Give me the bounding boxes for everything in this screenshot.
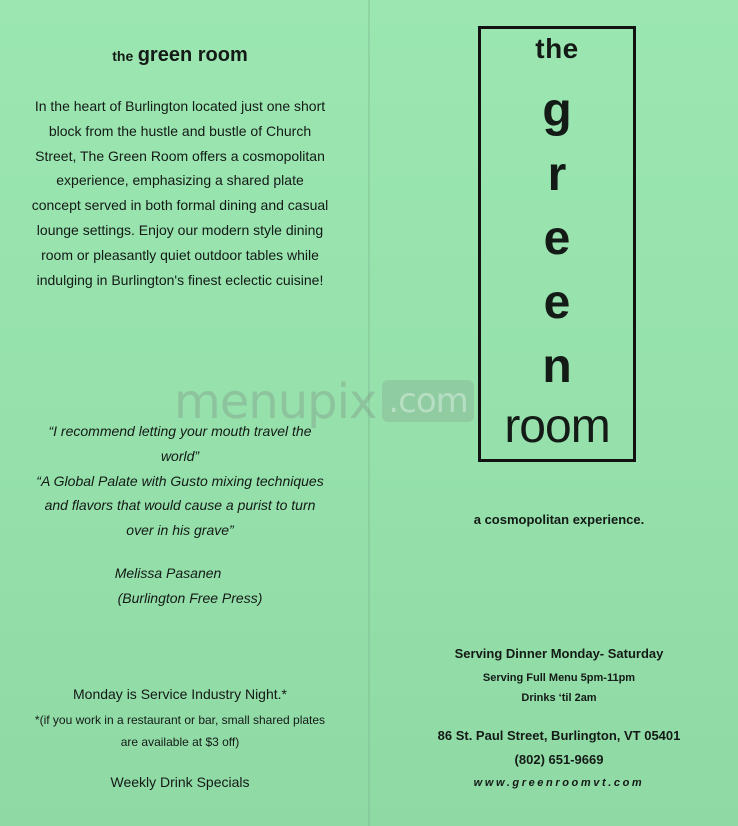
logo-letter: r — [547, 148, 567, 201]
drinks-hours: Drinks ‘til 2am — [521, 692, 597, 704]
website-link[interactable]: www.greenroomvt.com — [473, 777, 645, 789]
left-title — [30, 44, 330, 67]
tagline: a cosmopolitan experience. — [473, 512, 645, 527]
review-quotes — [30, 419, 330, 543]
hours-block — [400, 645, 718, 707]
address: 86 St. Paul Street, Burlington, VT 05401 — [437, 728, 681, 743]
logo-letter: e — [543, 276, 571, 329]
phone-number: (802) 651-9669 — [514, 752, 604, 767]
left-title-big: green room — [137, 44, 248, 66]
critic-name: Melissa Pasanen — [114, 565, 222, 581]
watermark-dotcom: .com — [382, 380, 473, 422]
logo-the: the — [535, 33, 579, 64]
serving-dinner: Serving Dinner Monday- Saturday — [454, 646, 664, 661]
logo-letter: n — [542, 340, 572, 393]
critic-publication: (Burlington Free Press) — [117, 589, 263, 606]
quote-2: “A Global Palate with Gusto mixing techniques and flavors that would cause a purist to turn over in his grave” — [36, 472, 324, 539]
promo-weekly-drinks: Weekly Drink Specials — [110, 774, 250, 790]
promo-footnote: *(if you work in a restaurant or bar, small shared plates are available at $3 off) — [34, 713, 326, 749]
logo-letter: e — [543, 212, 571, 265]
quote-1: “I recommend letting your mouth travel the world” — [48, 423, 312, 464]
watermark-text: menupix — [174, 374, 377, 430]
contact-block — [400, 727, 718, 791]
logo-letter: g — [542, 84, 572, 137]
promo-industry-night: Monday is Service Industry Night.* — [73, 686, 287, 702]
logo-box — [478, 26, 636, 462]
serving-full-menu: Serving Full Menu 5pm-11pm — [482, 672, 636, 684]
logo-letters — [481, 79, 633, 399]
logo-room: room — [504, 400, 610, 453]
critic-credit — [30, 561, 330, 611]
intro-paragraph: In the heart of Burlington located just one short block from the hustle and bustle of Church Street, The Green Room offers a cosmopolitan experience, emphasizing a shared plate concept served in both formal dining and casual lounge settings. Enjoy our modern style dining room or pleasantly quiet outdoor tables while indulging in Burlington's finest eclectic cuisine! — [31, 98, 329, 288]
left-title-small: the — [112, 48, 134, 64]
